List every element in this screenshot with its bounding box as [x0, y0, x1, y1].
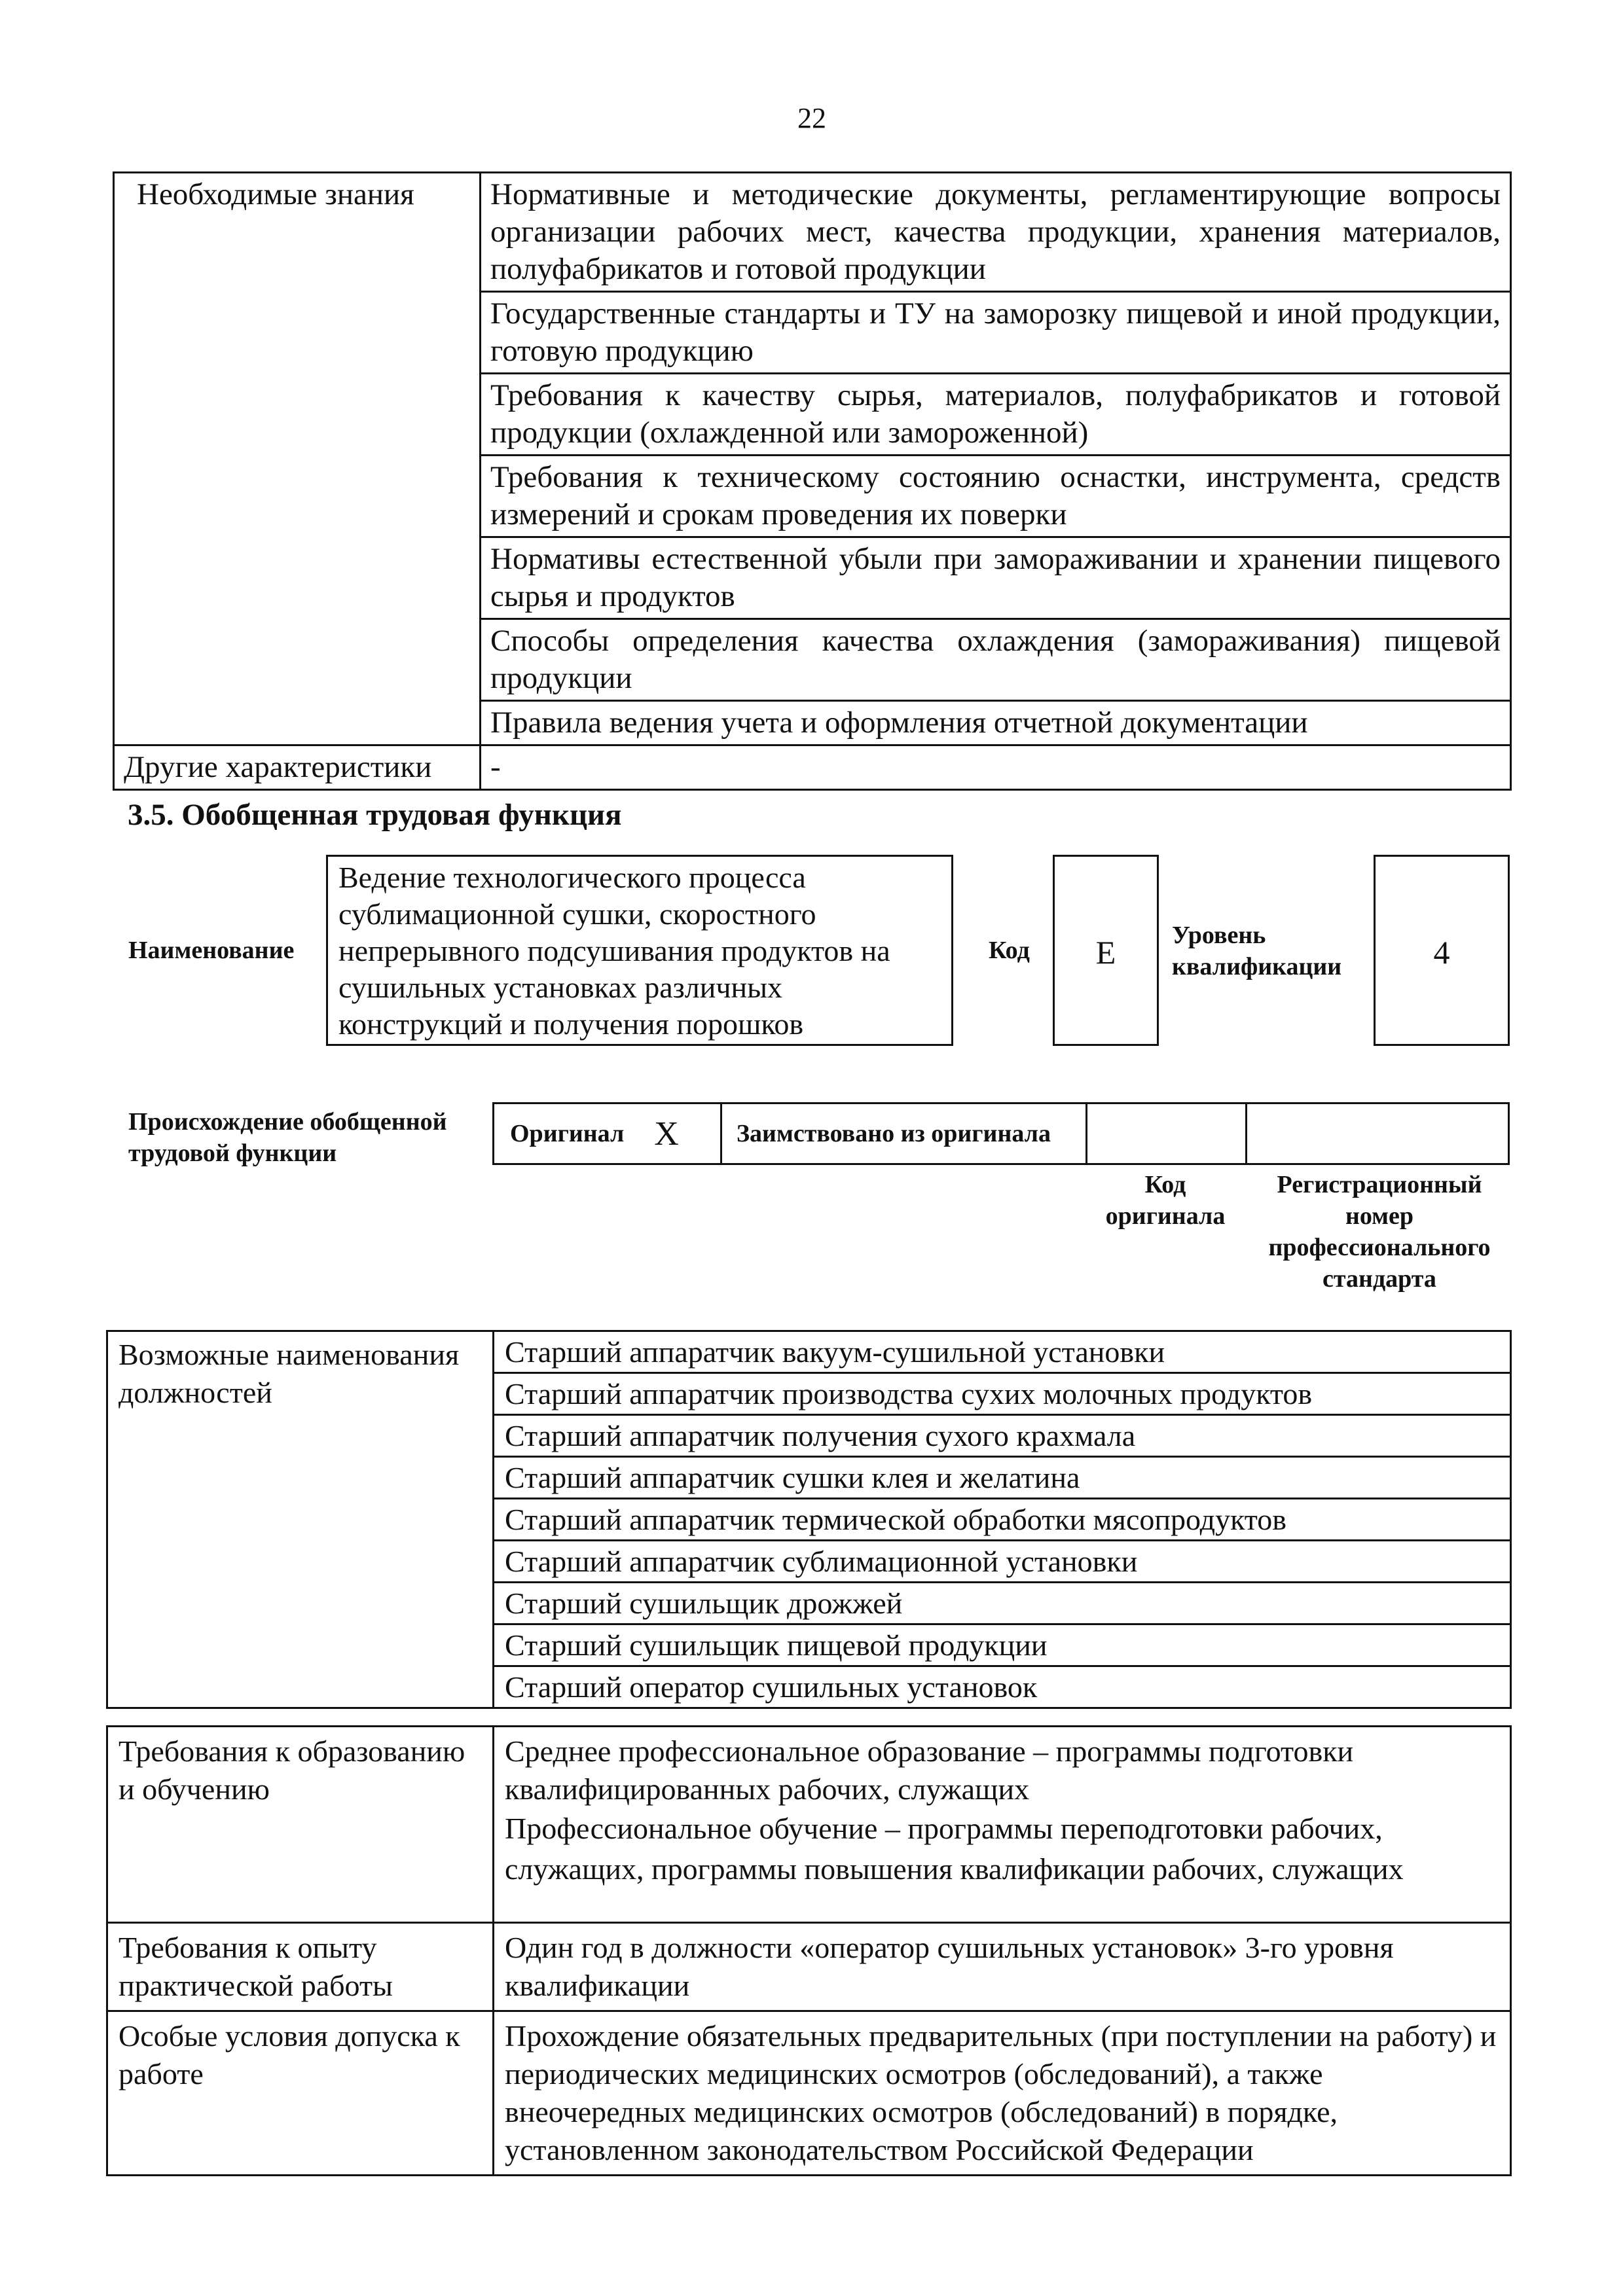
- level-label: Уровень квалификации: [1172, 922, 1342, 980]
- original-code-cell: [1087, 1104, 1247, 1163]
- knowledge-item: Способы определения качества охлаждения (замораживания) пищевой продукции: [481, 619, 1511, 701]
- position-item: Старший аппаратчик вакуум-сушильной установки: [494, 1331, 1511, 1373]
- table-row: [107, 1331, 1511, 1373]
- knowledge-item: Нормативы естественной убыли при замораживании и хранении пищевого сырья и продуктов: [481, 537, 1511, 619]
- position-item: Старший аппаратчик термической обработки мясопродуктов: [494, 1499, 1511, 1541]
- origin-box: [492, 1102, 1510, 1165]
- page-number: 22: [797, 102, 826, 134]
- knowledge-label: Необходимые знания: [114, 173, 481, 745]
- borrowed-label: Заимствовано из оригинала: [737, 1120, 1051, 1147]
- education-value-1: Среднее профессиональное образование – программы подготовки квалифицированных рабочих, служащих: [505, 1734, 1354, 1806]
- other-value: -: [481, 745, 1511, 790]
- registration-number-cell: [1247, 1104, 1508, 1163]
- code-box: E: [1053, 855, 1159, 1046]
- position-item: Старший аппаратчик производства сухих молочных продуктов: [494, 1373, 1511, 1415]
- table-row: [114, 173, 1511, 292]
- position-item: Старший сушильщик дрожжей: [494, 1583, 1511, 1624]
- knowledge-item: Требования к качеству сырья, материалов, полуфабрикатов и готовой продукции (охлажденной или замороженной): [481, 374, 1511, 456]
- position-item: Старший аппаратчик получения сухого крахмала: [494, 1415, 1511, 1457]
- function-name-box: Ведение технологического процесса сублимационной сушки, скоростного непрерывного подсушивания продуктов на сушильных установках различных конструкций и получения порошков: [326, 855, 953, 1046]
- borrowed-cell: [722, 1104, 1087, 1163]
- code-caption: Код оригинала: [1105, 1171, 1226, 1230]
- knowledge-table: [113, 171, 1512, 791]
- experience-label: Требования к опыту практической работы: [107, 1923, 494, 2011]
- name-label: Наименование: [128, 937, 295, 964]
- education-value: [494, 1727, 1511, 1923]
- positions-label: Возможные наименования должностей: [107, 1331, 494, 1708]
- positions-table: [106, 1330, 1512, 1709]
- conditions-value: Прохождение обязательных предварительных (при поступлении на работу) и периодических медицинских осмотров (обследований), а также внеочередных медицинских осмотров (обследований) в порядке, установленном законодательством Российской Федерации: [494, 2011, 1511, 2176]
- origin-label: Происхождение обобщенной трудовой функции: [128, 1108, 447, 1167]
- position-item: Старший сушильщик пищевой продукции: [494, 1624, 1511, 1666]
- table-row: [114, 745, 1511, 790]
- knowledge-item: Требования к техническому состоянию оснастки, инструмента, средств измерений и срокам проведения их поверки: [481, 456, 1511, 537]
- registration-caption: Регистрационный номер профессионального стандарта: [1268, 1171, 1491, 1293]
- knowledge-item: Правила ведения учета и оформления отчетной документации: [481, 701, 1511, 745]
- section-heading: 3.5. Обобщенная трудовая функция: [128, 798, 622, 832]
- original-cell: [494, 1104, 722, 1163]
- original-mark: X: [654, 1115, 679, 1153]
- education-label: Требования к образованию и обучению: [107, 1727, 494, 1923]
- education-value-2: Профессиональное обучение – программы переподготовки рабочих, служащих, программы повышения квалификации рабочих, служащих: [505, 1812, 1404, 1886]
- position-item: Старший аппаратчик сублимационной установки: [494, 1541, 1511, 1583]
- knowledge-item: Нормативные и методические документы, регламентирующие вопросы организации рабочих мест, качества продукции, хранения материалов, полуфабрикатов и готовой продукции: [481, 173, 1511, 292]
- other-label: Другие характеристики: [114, 745, 481, 790]
- position-item: Старший аппаратчик сушки клея и желатина: [494, 1457, 1511, 1499]
- original-label: Оригинал: [510, 1120, 625, 1147]
- experience-value: Один год в должности «оператор сушильных установок» 3-го уровня квалификации: [494, 1923, 1511, 2011]
- table-row: [107, 1923, 1511, 2011]
- position-item: Старший оператор сушильных установок: [494, 1666, 1511, 1708]
- code-label: Код: [989, 937, 1030, 964]
- knowledge-item: Государственные стандарты и ТУ на заморозку пищевой и иной продукции, готовую продукцию: [481, 292, 1511, 374]
- table-row: [107, 1727, 1511, 1923]
- requirements-table: [106, 1725, 1512, 2176]
- level-box: 4: [1374, 855, 1510, 1046]
- table-row: [107, 2011, 1511, 2176]
- conditions-label: Особые условия допуска к работе: [107, 2011, 494, 2176]
